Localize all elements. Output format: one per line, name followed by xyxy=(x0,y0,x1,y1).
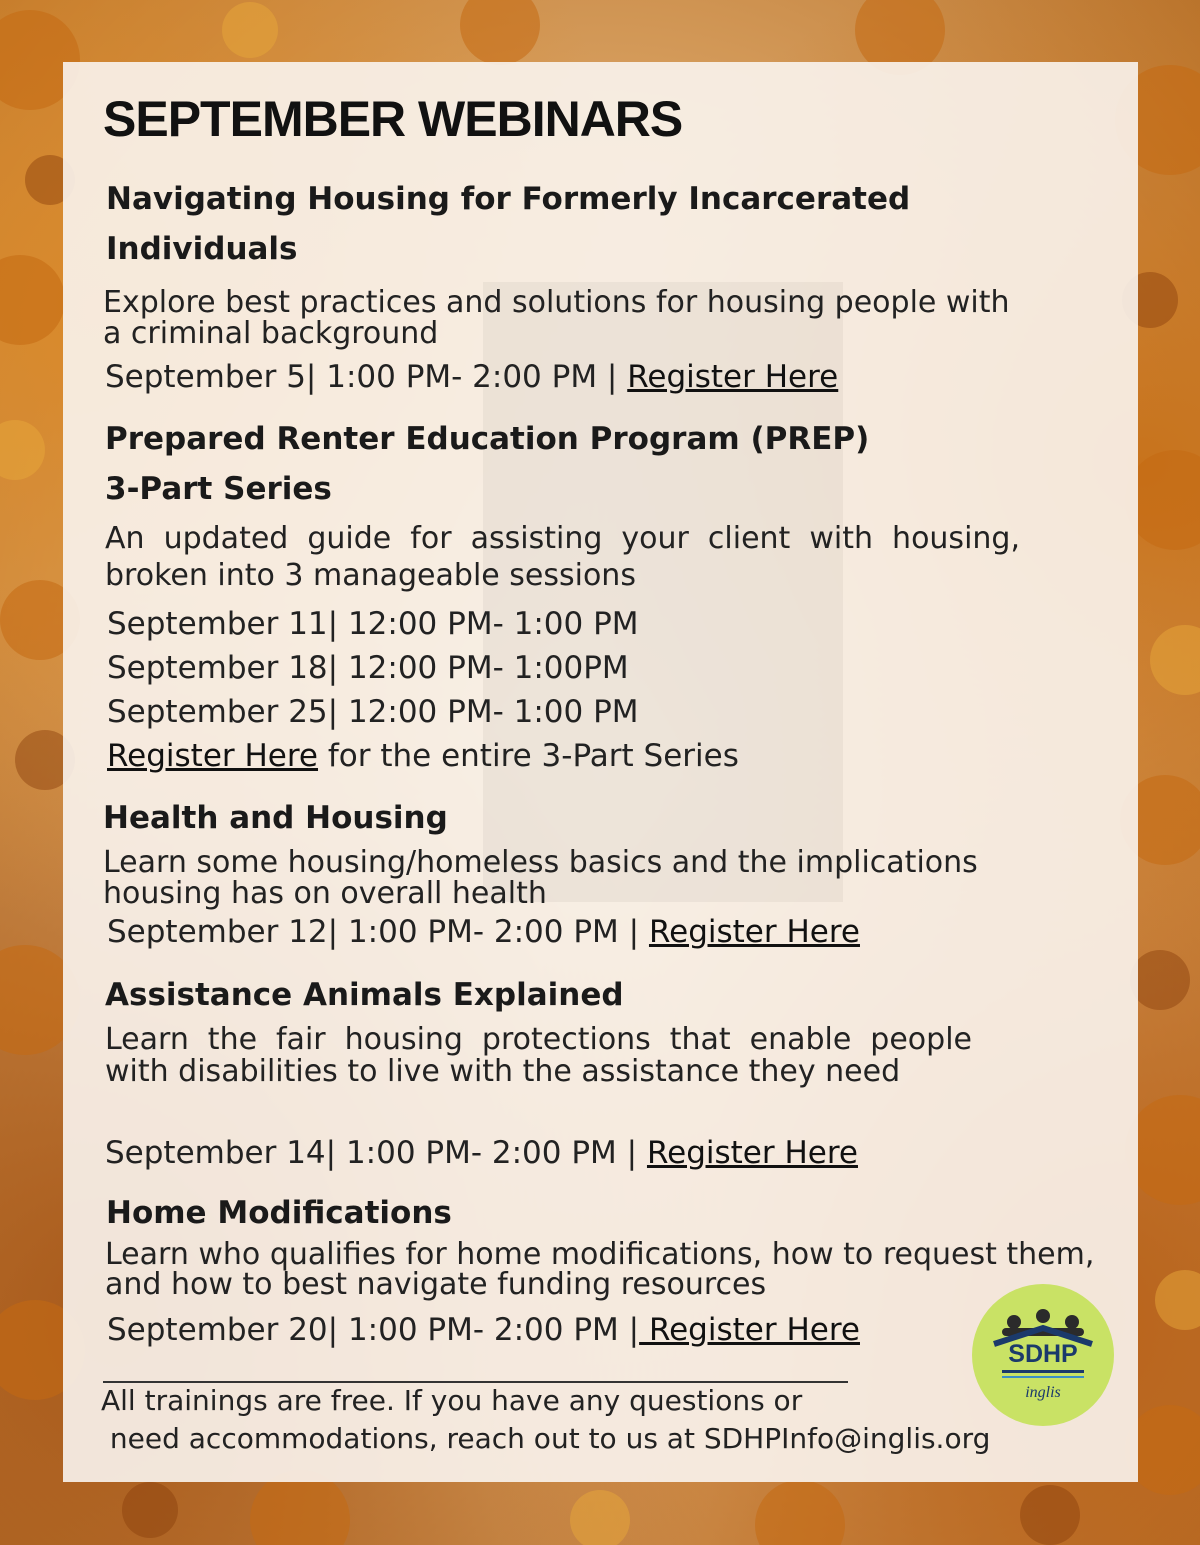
webinar-2-title: Prepared Renter Education Program (PREP) 3-Part Series xyxy=(105,421,870,507)
webinar-4-schedule: September 14| 1:00 PM- 2:00 PM | Register Here xyxy=(105,1135,858,1171)
page-title: SEPTEMBER WEBINARS xyxy=(103,91,683,147)
footer-line-2: need accommodations, reach out to us at SDHPInfo@inglis.org xyxy=(101,1422,991,1455)
webinar-5-schedule: September 20| 1:00 PM- 2:00 PM | Register Here xyxy=(107,1312,860,1348)
webinar-3-register-link[interactable]: Register Here xyxy=(648,914,860,950)
webinar-2-register-link[interactable]: Register Here xyxy=(107,738,319,774)
webinar-1-schedule: September 5| 1:00 PM- 2:00 PM | Register Here xyxy=(105,359,839,395)
content-panel xyxy=(63,62,1138,1482)
logo-text: SDHP xyxy=(1008,1340,1078,1368)
webinar-4-title: Assistance Animals Explained xyxy=(105,977,624,1013)
webinar-1-title: Navigating Housing for Formerly Incarcerated Individuals xyxy=(106,181,911,267)
webinar-1-description: Explore best practices and solutions for housing people with a criminal background xyxy=(103,285,1010,351)
webinar-5-title: Home Modifications xyxy=(106,1195,452,1231)
webinar-3-schedule: September 12| 1:00 PM- 2:00 PM | Register Here xyxy=(107,914,860,950)
webinar-2-session-1: September 11| 12:00 PM- 1:00 PM xyxy=(107,606,639,642)
sdhp-inglis-logo xyxy=(972,1284,1114,1426)
webinar-4-register-link[interactable]: Register Here xyxy=(646,1135,858,1171)
webinar-2-description: An updated guide for assisting your client with housing, broken into 3 manageable sessions xyxy=(105,521,1020,593)
webinar-2-session-2: September 18| 12:00 PM- 1:00PM xyxy=(107,650,629,686)
webinar-3-description: Learn some housing/homeless basics and the implications housing has on overall health xyxy=(103,845,978,911)
footer-line-1: All trainings are free. If you have any questions or xyxy=(101,1384,803,1417)
webinar-4-description: Learn the fair housing protections that enable people with disabilities to live with the assistance they need xyxy=(105,1022,972,1089)
logo-sub: inglis xyxy=(1025,1384,1061,1401)
footer-divider xyxy=(103,1381,848,1383)
webinar-2-session-3: September 25| 12:00 PM- 1:00 PM xyxy=(107,694,639,730)
webinar-1-register-link[interactable]: Register Here xyxy=(627,359,839,395)
webinar-5-register-link[interactable]: Register Here xyxy=(639,1312,860,1348)
webinar-2-register-line: Register Here for the entire 3-Part Series xyxy=(107,738,739,774)
webinar-3-title: Health and Housing xyxy=(103,800,448,836)
webinar-5-description: Learn who qualifies for home modifications, how to request them, and how to best navigate funding resources xyxy=(105,1237,1095,1302)
